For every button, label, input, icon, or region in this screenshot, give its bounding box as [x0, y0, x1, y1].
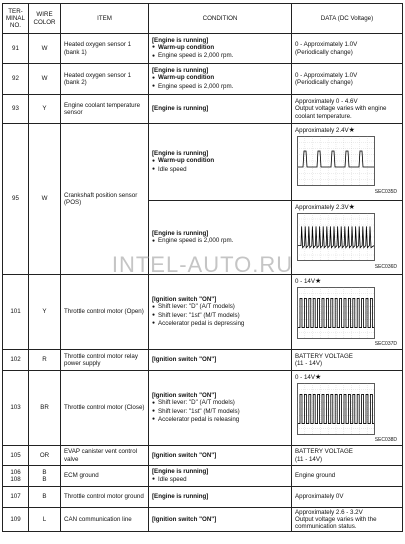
condition-bullet: ● Shift lever: "1st" (M/T models)	[152, 312, 288, 320]
terminal-no: 109	[3, 508, 29, 532]
approx-line	[295, 278, 399, 285]
waveform-block	[295, 374, 399, 443]
table-row	[3, 64, 403, 95]
star-mark: ★	[314, 278, 322, 285]
terminal-no: 107	[3, 487, 29, 508]
figure-code: SEC038D	[374, 437, 397, 443]
data-value	[292, 64, 403, 95]
condition-bullet: ● Accelerator pedal is depressing	[152, 320, 288, 328]
condition-bullet: ● Shift lever: "D" (A/T models)	[152, 303, 288, 311]
condition-head: [Engine is running]	[152, 493, 209, 501]
approx-line	[295, 204, 399, 211]
data-text: BATTERY VOLTAGE (11 - 14V)	[295, 448, 353, 463]
table-row	[3, 466, 403, 487]
ecm-terminal-table	[2, 3, 403, 532]
header-wire	[29, 4, 61, 34]
condition-bullet: ● Warm-up condition	[152, 44, 288, 52]
terminal-no: 102	[3, 350, 29, 371]
oscilloscope-waveform	[297, 213, 375, 261]
table-row	[3, 95, 403, 124]
oscilloscope-waveform	[297, 383, 375, 435]
data-value	[292, 371, 403, 446]
item: Engine coolant temperature sensor	[61, 95, 149, 124]
item: Throttle control motor (Open)	[61, 275, 149, 350]
condition	[149, 64, 292, 95]
star-mark: ★	[348, 204, 355, 211]
item: Crankshaft position sensor (POS)	[61, 124, 149, 275]
table-row	[3, 446, 403, 466]
condition-head: [Ignition switch "ON"]	[152, 356, 217, 364]
condition	[149, 350, 292, 371]
approx-voltage: 0 - 14V	[295, 278, 315, 285]
condition	[149, 124, 292, 201]
wire-color	[29, 466, 61, 487]
terminal-no: 101	[3, 275, 29, 350]
wire-color: B	[29, 487, 61, 508]
condition-head: [Ignition switch "ON"]	[152, 296, 217, 304]
condition-head: [Engine is running]	[152, 150, 209, 158]
wire-color: W	[29, 64, 61, 95]
condition-head: [Ignition switch "ON"]	[152, 392, 217, 400]
wire-color: W	[29, 124, 61, 275]
condition	[149, 371, 292, 446]
condition-head: [Engine is running]	[152, 105, 209, 113]
item: Heated oxygen sensor 1 (bank 2)	[61, 64, 149, 95]
table-header-row	[3, 4, 403, 34]
header-condition: CONDITION	[149, 4, 292, 34]
approx-line	[295, 374, 399, 381]
condition	[149, 508, 292, 532]
header-terminal-label: TER- MINAL NO.	[6, 7, 25, 30]
condition	[149, 446, 292, 466]
data-text: 0 - Approximately 1.0V (Periodically change)	[295, 71, 358, 86]
condition	[149, 95, 292, 124]
star-mark: ★	[314, 374, 322, 381]
condition-bullet: ● Idle speed	[152, 476, 288, 484]
data-value	[292, 275, 403, 350]
table-row	[3, 34, 403, 64]
condition-bullet: ● Engine speed is 2,000 rpm.	[152, 52, 288, 60]
figure-code: SEC036D	[374, 264, 397, 270]
terminal-no: 95	[3, 124, 29, 275]
waveform-block	[295, 278, 399, 347]
table-row	[3, 487, 403, 508]
waveform-block	[295, 204, 399, 270]
wire-color: L	[29, 508, 61, 532]
wire-color-text: B B	[42, 468, 47, 483]
terminal-no: 91	[3, 34, 29, 64]
item: ECM ground	[61, 466, 149, 487]
data-value	[292, 446, 403, 466]
data-value	[292, 34, 403, 64]
condition-head: [Ignition switch "ON"]	[152, 451, 217, 459]
data-value	[292, 350, 403, 371]
condition	[149, 466, 292, 487]
condition-bullet: ● Accelerator pedal is releasing	[152, 416, 288, 424]
condition-bullet: ● Idle speed	[152, 166, 288, 174]
data-text: BATTERY VOLTAGE (11 - 14V)	[295, 352, 353, 367]
terminal-no: 93	[3, 95, 29, 124]
item: Heated oxygen sensor 1 (bank 1)	[61, 34, 149, 64]
header-item: ITEM	[61, 4, 149, 34]
oscilloscope-waveform	[297, 136, 375, 186]
oscilloscope-waveform	[297, 287, 375, 339]
terminal-no-text: 106 108	[10, 468, 21, 483]
item: CAN communication line	[61, 508, 149, 532]
item: Throttle control motor ground	[61, 487, 149, 508]
waveform-block	[295, 127, 399, 195]
wire-color: R	[29, 350, 61, 371]
figure-code: SEC035D	[374, 189, 397, 195]
condition-bullet: ● Engine speed is 2,000 rpm.	[152, 237, 288, 245]
item: Throttle control motor (Close)	[61, 371, 149, 446]
header-terminal	[3, 4, 29, 34]
condition	[149, 34, 292, 64]
condition-bullet: ● Shift lever: "1st" (M/T models)	[152, 408, 288, 416]
data-value	[292, 201, 403, 275]
condition-bullet: ● Warm-up condition	[152, 157, 288, 165]
condition-bullet: ● Shift lever: "D" (A/T models)	[152, 399, 288, 407]
condition-head: [Ignition switch "ON"]	[152, 515, 217, 523]
approx-voltage: Approximately 2.4V	[295, 127, 349, 134]
terminal-no	[3, 466, 29, 487]
terminal-no: 105	[3, 446, 29, 466]
data-text: Approximately 0 - 4.6V Output voltage varies with engine coolant temperature.	[295, 98, 387, 120]
condition	[149, 275, 292, 350]
condition	[149, 487, 292, 508]
terminal-no: 103	[3, 371, 29, 446]
item: Throttle control motor relay power supply	[61, 350, 149, 371]
approx-voltage: Approximately 2.3V	[295, 204, 349, 211]
data-text: Approximately 2.6 - 3.2V Output voltage varies with the communication status.	[295, 508, 377, 531]
data-value: Engine ground	[292, 466, 403, 487]
wire-color: OR	[29, 446, 61, 466]
table-row	[3, 275, 403, 350]
figure-code: SEC037D	[374, 341, 397, 347]
approx-voltage: 0 - 14V	[295, 374, 315, 381]
table-row	[3, 371, 403, 446]
star-mark: ★	[348, 127, 355, 134]
wire-color: Y	[29, 95, 61, 124]
wire-color: W	[29, 34, 61, 64]
condition-head: [Engine is running]	[152, 229, 209, 237]
condition-head: [Engine is running]	[152, 67, 209, 75]
condition-head: [Engine is running]	[152, 36, 209, 44]
data-value	[292, 95, 403, 124]
wire-color: Y	[29, 275, 61, 350]
data-value	[292, 124, 403, 201]
condition	[149, 201, 292, 275]
data-value: Approximately 0V	[292, 487, 403, 508]
terminal-no: 92	[3, 64, 29, 95]
watermark: INTEL-AUTO.RU	[111, 252, 294, 277]
condition-bullet: ● Warm-up condition	[152, 74, 288, 82]
data-value	[292, 508, 403, 532]
table-row	[3, 350, 403, 371]
condition-head: [Engine is running]	[152, 468, 209, 476]
header-wire-label: WIRE COLOR	[33, 11, 56, 26]
header-data: DATA (DC Voltage)	[292, 4, 403, 34]
wire-color: BR	[29, 371, 61, 446]
condition-bullet: ● Engine speed is 2,000 rpm.	[152, 83, 288, 91]
approx-line	[295, 127, 399, 134]
table-row	[3, 508, 403, 532]
item: EVAP canister vent control valve	[61, 446, 149, 466]
data-text: 0 - Approximately 1.0V (Periodically change)	[295, 41, 358, 56]
table-row	[3, 124, 403, 201]
